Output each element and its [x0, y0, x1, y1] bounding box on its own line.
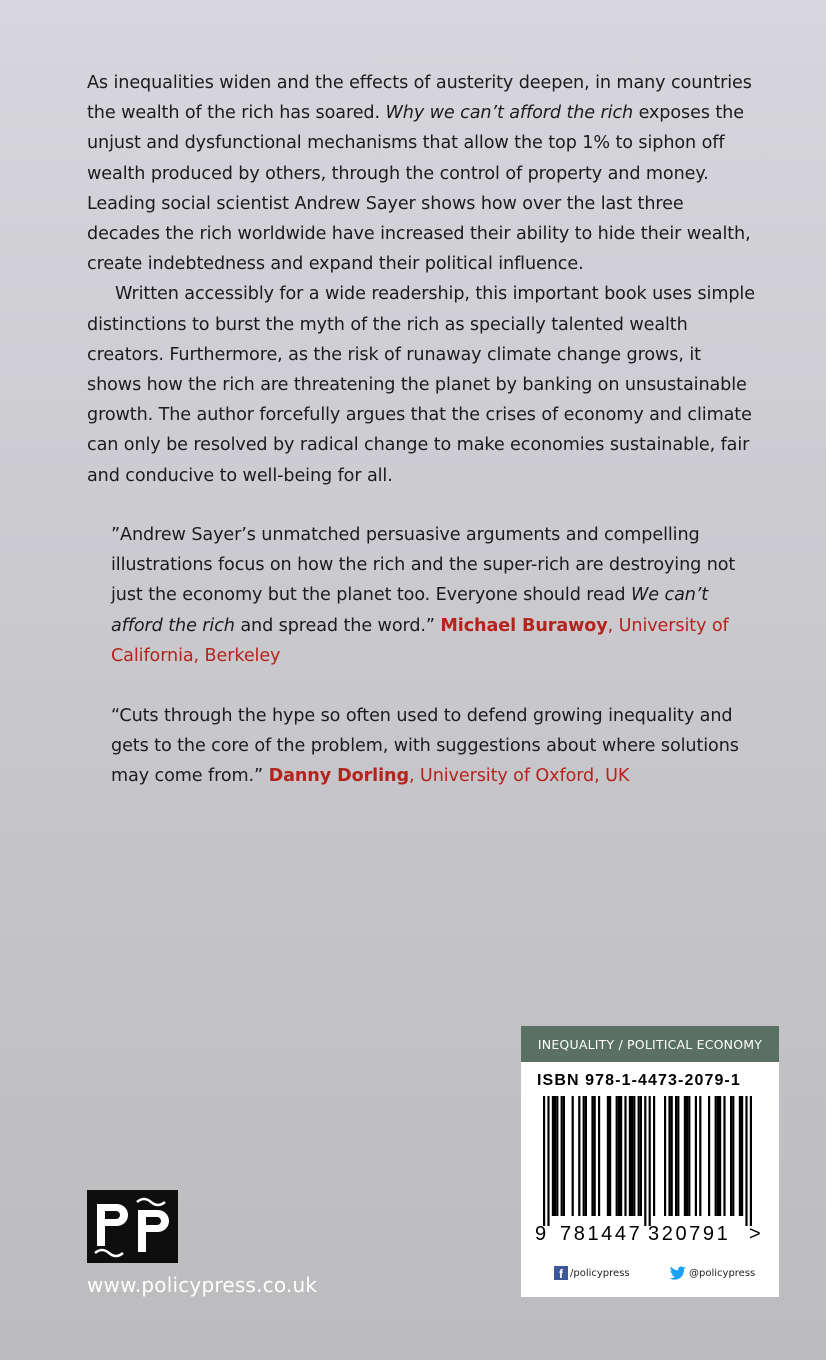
barcode-bar — [653, 1096, 655, 1216]
blurb — [87, 68, 757, 491]
facebook-icon: f — [554, 1266, 568, 1280]
barcode-bar — [616, 1096, 618, 1216]
quote-book-title: We can’t afford the rich — [111, 585, 709, 636]
barcode-bar — [594, 1096, 596, 1216]
barcode-bar — [688, 1096, 690, 1216]
barcode-bar — [624, 1096, 626, 1216]
barcode-bar — [552, 1096, 554, 1216]
barcode-bar — [675, 1096, 677, 1216]
barcode-bar — [649, 1096, 651, 1226]
twitter-link[interactable]: @policypress — [669, 1266, 755, 1280]
barcode-bar — [732, 1096, 734, 1216]
barcode-bar — [629, 1096, 631, 1216]
policy-press-logo — [87, 1190, 178, 1263]
facebook-link[interactable]: f /policypress — [554, 1266, 630, 1280]
barcode-bar — [561, 1096, 563, 1216]
barcode-bar — [664, 1096, 666, 1216]
barcode-bar — [717, 1096, 719, 1216]
barcode-bar — [699, 1096, 701, 1216]
barcode-bar — [741, 1096, 743, 1216]
barcode-bar — [620, 1096, 622, 1216]
endorsement-1: ”Andrew Sayer’s unmatched persuasive arguments and compelling illustrations focus on how the rich and the super-rich are destroying not just the economy but the planet too. Everyone should read We can’t afford the rich and spread the word.” Michael Burawoy, University of California, Berkeley — [111, 525, 736, 666]
barcode-bar — [695, 1096, 697, 1216]
barcode-digits: 9 781447 320791 > — [535, 1223, 761, 1245]
barcode-bar — [730, 1096, 732, 1216]
endorser-affiliation: , University of California, Berkeley — [111, 615, 729, 666]
barcode-bar — [715, 1096, 717, 1216]
barcode-bar — [708, 1096, 710, 1216]
barcode-bar — [677, 1096, 679, 1216]
barcode-bar — [644, 1096, 646, 1226]
barcode-bar — [671, 1096, 673, 1216]
barcode-bar — [607, 1096, 609, 1216]
barcode-bar — [638, 1096, 640, 1216]
barcode-bar — [591, 1096, 593, 1216]
endorser-name: Michael Burawoy — [440, 615, 608, 636]
book-title: Why we can’t afford the rich — [385, 103, 634, 124]
barcode-bar — [585, 1096, 587, 1216]
blurb-paragraph-1: As inequalities widen and the effects of austerity deepen, in many countries the wealth of the rich has soared. Why we can’t afford the rich exposes the unjust and dysfunctional mechanisms that allow the top 1% to siphon off wealth produced by others, through the control of property and money. Leading social scientist Andrew Sayer shows how over the last three decades the rich worldwide have increased their ability to hide their wealth, create indebtedness and expand their political influence. — [87, 73, 752, 275]
barcode-bar — [547, 1096, 549, 1226]
barcode-bar — [631, 1096, 633, 1216]
barcode-bar — [554, 1096, 556, 1216]
barcode-bar — [668, 1096, 670, 1216]
barcode-bar — [572, 1096, 574, 1216]
endorser-name: Danny Dorling — [268, 766, 409, 787]
isbn-text: ISBN 978-1-4473-2079-1 — [537, 1072, 741, 1089]
barcode-bar — [583, 1096, 585, 1216]
category-band: INEQUALITY / POLITICAL ECONOMY — [521, 1026, 779, 1062]
barcode-bar — [633, 1096, 635, 1216]
endorser-affiliation: , University of Oxford, UK — [408, 766, 630, 787]
blurb-paragraph-2: Written accessibly for a wide readership, this important book uses simple distinctions to burst the myth of the rich as specially talented wealth creators. Furthermore, as the risk of runaway climate change grows, it shows how the rich are threatening the planet by banking on unsustainable growth. The author forcefully argues that the crises of economy and climate can only be resolved by radical change to make economies sustainable, fair and conducive to well-being for all. — [87, 284, 755, 486]
barcode-bar — [578, 1096, 580, 1216]
barcode-bar — [686, 1096, 688, 1216]
barcode-bar — [684, 1096, 686, 1216]
barcode-bar — [745, 1096, 747, 1226]
social-links — [521, 1262, 779, 1286]
barcode-bar — [556, 1096, 558, 1216]
barcode — [533, 1096, 765, 1226]
barcode-bar — [563, 1096, 565, 1216]
barcode-bar — [723, 1096, 725, 1216]
barcode-bar — [618, 1096, 620, 1216]
barcode-panel — [521, 1026, 779, 1297]
barcode-bar — [739, 1096, 741, 1216]
barcode-bar — [609, 1096, 611, 1216]
twitter-icon — [669, 1266, 687, 1280]
barcode-bar — [543, 1096, 545, 1226]
barcode-bar — [750, 1096, 752, 1226]
barcode-bar — [598, 1096, 600, 1216]
publisher-url[interactable]: www.policypress.co.uk — [87, 1273, 318, 1297]
barcode-bar — [719, 1096, 721, 1216]
barcode-bar — [640, 1096, 642, 1216]
endorsement-2: “Cuts through the hype so often used to defend growing inequality and gets to the core of the problem, with suggestions about where solutions may come from.” Danny Dorling, University of Oxford, UK — [111, 706, 739, 787]
